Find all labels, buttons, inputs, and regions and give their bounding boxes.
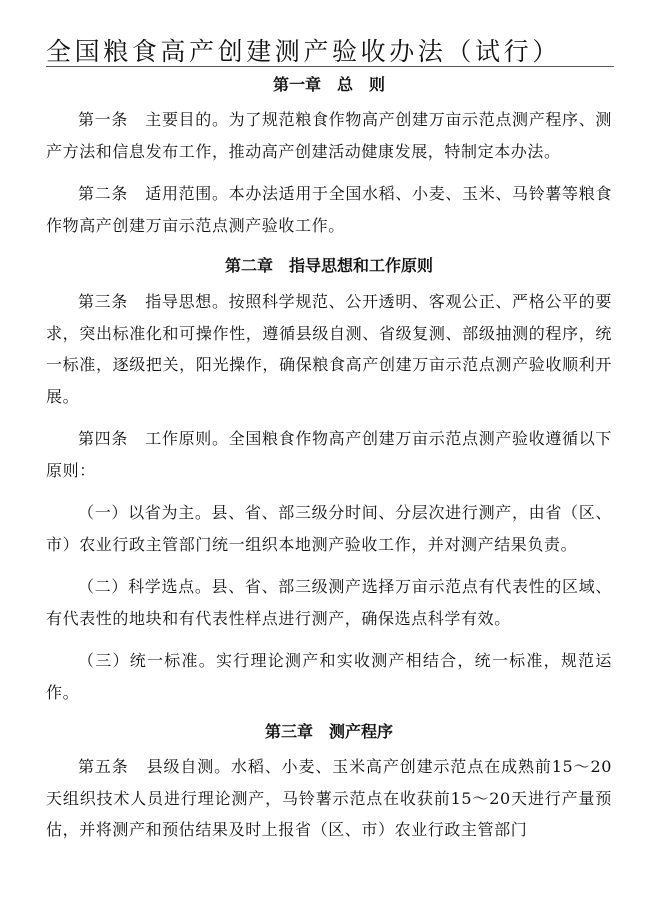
article-5-text: 水稻、小麦、玉米高产创建示范点在成熟前15～20天组织技术人员进行理论测产，马铃薯示范点在收获前15～20天进行产量预估，并将测产和预估结果及时上报省（区、市）农业行政主管部门 bbox=[46, 757, 612, 839]
article-2-text: 本办法适用于全国水稻、小麦、玉米、马铃薯等粮食作物高产创建万亩示范点测产验收工作。 bbox=[46, 184, 612, 235]
principle-1: （一）以省为主。县、省、部三级分时间、分层次进行测产，由省（区、市）农业行政主管部门统一组织本地测产验收工作，并对测产结果负责。 bbox=[46, 503, 612, 554]
article-3: 第三条 指导思想。按照科学规范、公开透明、客观公正、严格公平的要求，突出标准化和可操作性，遵循县级自测、省级复测、部级抽测的程序，统一标准，逐级把关，阳光操作，确保粮食高产创建万亩示范点测产验收顺利开展。 bbox=[46, 292, 612, 406]
article-1-label: 第一条 bbox=[78, 110, 129, 129]
chapter-1-heading: 第一章 总 则 bbox=[272, 75, 385, 94]
principle-2: （二）科学选点。县、省、部三级测产选择万亩示范点有代表性的区域、有代表性的地块和有代表性样点进行测产，确保选点科学有效。 bbox=[46, 577, 612, 628]
article-4-label: 第四条 bbox=[78, 429, 129, 448]
article-1-heading: 主要目的 bbox=[145, 110, 212, 129]
article-2: 第二条 适用范围。本办法适用于全国水稻、小麦、玉米、马铃薯等粮食作物高产创建万亩示范点测产验收工作。 bbox=[46, 184, 612, 235]
article-5-label: 第五条 bbox=[78, 757, 129, 776]
article-4-text: 全国粮食作物高产创建万亩示范点测产验收遵循以下原则： bbox=[46, 429, 612, 480]
article-4-heading: 工作原则 bbox=[145, 429, 212, 448]
chapter-2-heading: 第二章 指导思想和工作原则 bbox=[224, 256, 433, 275]
article-1: 第一条 主要目的。为了规范粮食作物高产创建万亩示范点测产程序、测产方法和信息发布工作，推动高产创建活动健康发展，特制定本办法。 bbox=[46, 110, 612, 161]
article-2-heading: 适用范围 bbox=[145, 184, 212, 203]
chapter-3-heading: 第三章 测产程序 bbox=[264, 722, 393, 741]
article-3-text: 按照科学规范、公开透明、客观公正、严格公平的要求，突出标准化和可操作性，遵循县级自测、省级复测、部级抽测的程序，统一标准，逐级把关，阳光操作，确保粮食高产创建万亩示范点测产验收顺利开展。 bbox=[46, 292, 612, 406]
article-2-label: 第二条 bbox=[78, 184, 129, 203]
article-4: 第四条 工作原则。全国粮食作物高产创建万亩示范点测产验收遵循以下原则： bbox=[46, 429, 612, 480]
article-5-heading: 县级自测 bbox=[146, 757, 215, 776]
article-3-heading: 指导思想 bbox=[145, 292, 212, 311]
article-1-text: 为了规范粮食作物高产创建万亩示范点测产程序、测产方法和信息发布工作，推动高产创建活动健康发展，特制定本办法。 bbox=[46, 110, 612, 161]
article-5: 第五条 县级自测。水稻、小麦、玉米高产创建示范点在成熟前15～20天组织技术人员进行理论测产，马铃薯示范点在收获前15～20天进行产量预估，并将测产和预估结果及时上报省（区、市）农业行政主管部门 bbox=[46, 757, 612, 839]
article-3-label: 第三条 bbox=[78, 292, 129, 311]
title-underline bbox=[46, 66, 614, 67]
document-title: 全国粮食高产创建测产验收办法（试行） bbox=[46, 37, 561, 66]
principle-3: （三）统一标准。实行理论测产和实收测产相结合，统一标准，规范运作。 bbox=[46, 651, 612, 702]
